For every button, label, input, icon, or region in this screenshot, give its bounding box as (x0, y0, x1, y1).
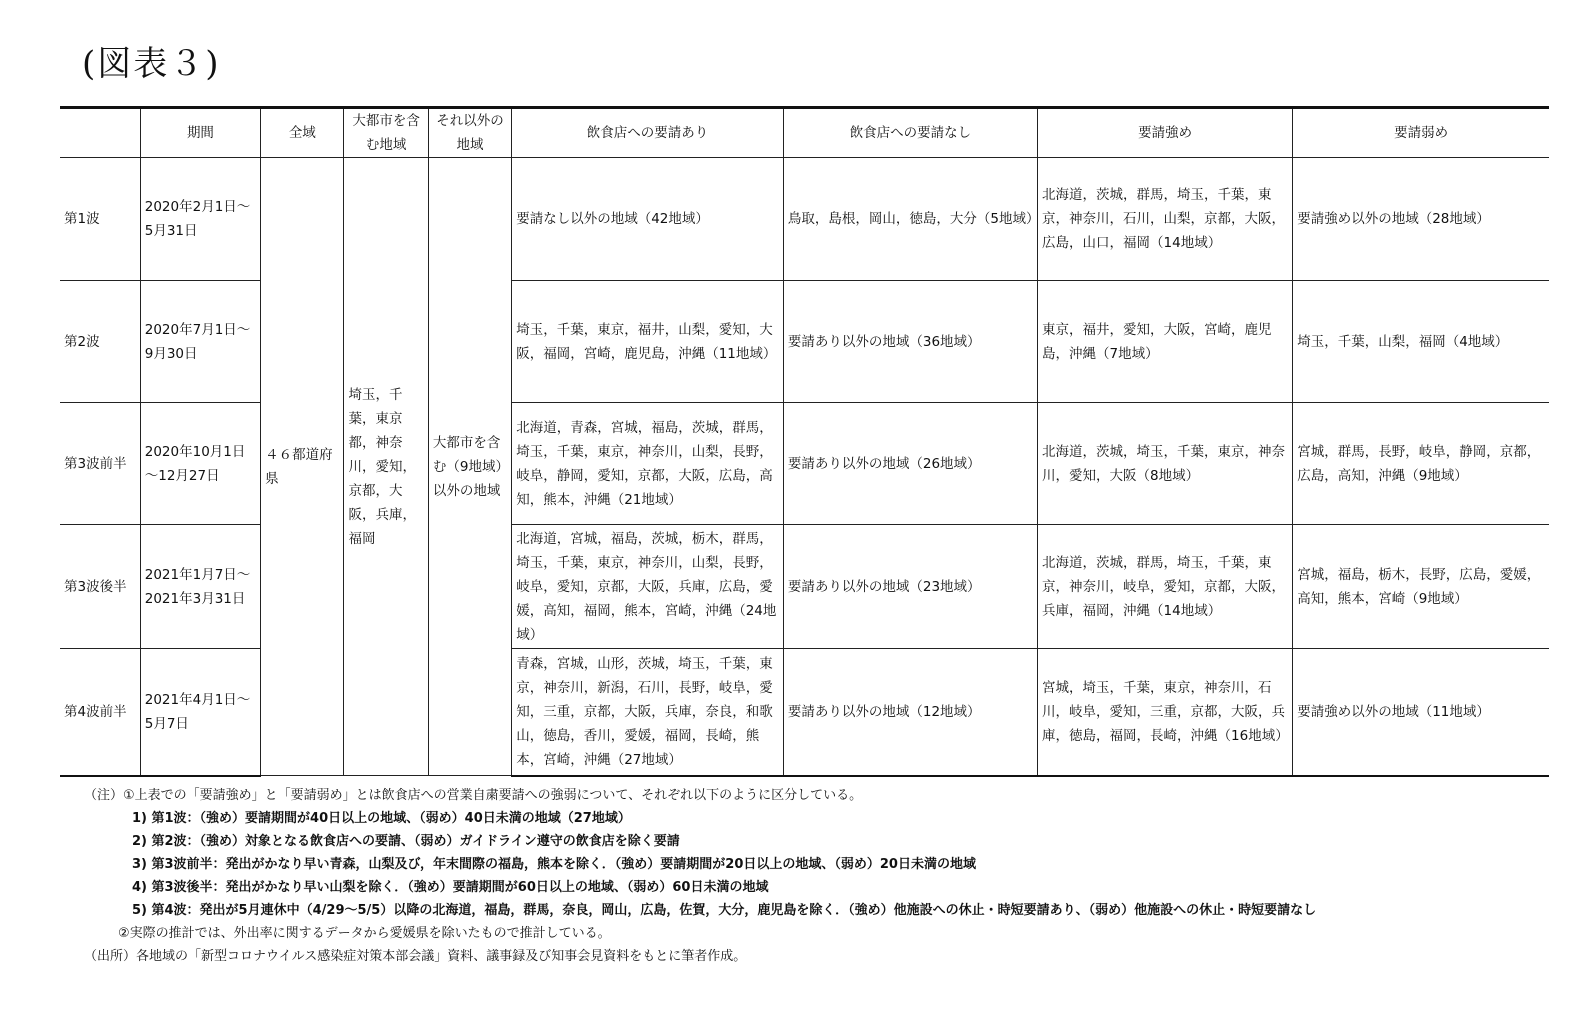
header-other-area: それ以外の地域 (428, 108, 511, 158)
header-row (60, 108, 1549, 158)
with-request-cell: 埼玉，千葉，東京，福井，山梨，愛知，大阪，福岡，宮崎，鹿児島，沖縄（11地域） (512, 281, 784, 403)
period-cell: 2021年1月7日～2021年3月31日 (140, 525, 260, 649)
period-cell: 2020年7月1日～9月30日 (140, 281, 260, 403)
no-request-cell: 要請あり以外の地域（23地域） (783, 525, 1037, 649)
notes-block (84, 784, 1316, 968)
strong-cell: 北海道，茨城，群馬，埼玉，千葉，東京，神奈川，岐阜，愛知，京都，大阪，兵庫，福岡，沖縄（14地域） (1038, 525, 1293, 649)
header-major-city: 大都市を含む地域 (344, 108, 428, 158)
note-item: 4) 第3波後半：発出がかなり早い山梨を除く．（強め）要請期間が60日以上の地域、（弱め）60日未満の地域 (132, 880, 769, 895)
wave-cell: 第1波 (60, 158, 140, 281)
with-request-cell: 北海道，宮城，福島，茨城，栃木，群馬，埼玉，千葉，東京，神奈川，山梨，長野，岐阜，愛知，京都，大阪，兵庫，広島，愛媛，高知，福岡，熊本，宮崎，沖縄（24地域） (512, 525, 784, 649)
wave-cell: 第2波 (60, 281, 140, 403)
header-with-request: 飲食店への要請あり (512, 108, 784, 158)
no-request-cell: 要請あり以外の地域（26地域） (783, 403, 1037, 525)
strong-cell: 宮城，埼玉，千葉，東京，神奈川，石川，岐阜，愛知，三重，京都，大阪，兵庫，徳島，福岡，長崎，沖縄（16地域） (1038, 649, 1293, 776)
period-cell: 2021年4月1日～5月7日 (140, 649, 260, 776)
header-period: 期間 (140, 108, 260, 158)
table-row (60, 158, 1549, 281)
note-item: 3) 第3波前半：発出がかなり早い青森，山梨及び，年末間際の福島，熊本を除く．（強め）要請期間が20日以上の地域、（弱め）20日未満の地域 (132, 857, 976, 872)
wave-cell: 第4波前半 (60, 649, 140, 776)
note-second: ②実際の推計では、外出率に関するデータから愛媛県を除いたもので推計している。 (118, 926, 611, 941)
request-region-table (60, 106, 1549, 777)
no-request-cell: 要請あり以外の地域（12地域） (783, 649, 1037, 776)
all-area-cell: ４６都道府県 (261, 158, 344, 776)
weak-cell: 要請強め以外の地域（11地域） (1293, 649, 1549, 776)
note-item: 5) 第4波：発出が5月連休中（4/29～5/5）以降の北海道，福島，群馬，奈良，岡山，広島，佐賀，大分，鹿児島を除く．（強め）他施設への休止・時短要請あり、（弱め）他施設への休止・時短要請なし (132, 903, 1317, 918)
with-request-cell: 要請なし以外の地域（42地域） (512, 158, 784, 281)
period-cell: 2020年2月1日～5月31日 (140, 158, 260, 281)
note-item: 2) 第2波：（強め）対象となる飲食店への要請、（弱め）ガイドライン遵守の飲食店を除く要請 (132, 834, 680, 849)
strong-cell: 東京，福井，愛知，大阪，宮崎，鹿児島，沖縄（7地域） (1038, 281, 1293, 403)
wave-cell: 第3波前半 (60, 403, 140, 525)
weak-cell: 埼玉，千葉，山梨，福岡（4地域） (1293, 281, 1549, 403)
no-request-cell: 要請あり以外の地域（36地域） (783, 281, 1037, 403)
header-weak: 要請弱め (1293, 108, 1549, 158)
weak-cell: 宮城，群馬，長野，岐阜，静岡，京都，広島，高知，沖縄（9地域） (1293, 403, 1549, 525)
header-strong: 要請強め (1038, 108, 1293, 158)
other-area-cell: 大都市を含む（9地域）以外の地域 (428, 158, 511, 776)
figure-title: (図表３) (82, 44, 221, 84)
weak-cell: 宮城，福島，栃木，長野，広島，愛媛，高知，熊本，宮崎（9地域） (1293, 525, 1549, 649)
major-city-cell: 埼玉，千葉，東京都，神奈川，愛知，京都，大阪，兵庫，福岡 (344, 158, 428, 776)
header-empty (60, 108, 140, 158)
strong-cell: 北海道，茨城，埼玉，千葉，東京，神奈川，愛知，大阪（8地域） (1038, 403, 1293, 525)
weak-cell: 要請強め以外の地域（28地域） (1293, 158, 1549, 281)
note-item: 1) 第1波：（強め）要請期間が40日以上の地域、（弱め）40日未満の地域（27地域） (132, 811, 631, 826)
source-note: （出所）各地域の「新型コロナウイルス感染症対策本部会議」資料、議事録及び知事会見資料をもとに筆者作成。 (84, 949, 747, 964)
wave-cell: 第3波後半 (60, 525, 140, 649)
note-main: （注）①上表での「要請強め」と「要請弱め」とは飲食店への営業自粛要請への強弱について、それぞれ以下のように区分している。 (84, 788, 863, 803)
with-request-cell: 青森，宮城，山形，茨城，埼玉，千葉，東京，神奈川，新潟，石川，長野，岐阜，愛知，三重，京都，大阪，兵庫，奈良，和歌山，徳島，香川，愛媛，福岡，長崎，熊本，宮崎，沖縄（27地域） (512, 649, 784, 776)
no-request-cell: 鳥取，島根，岡山，徳島，大分（5地域） (783, 158, 1037, 281)
with-request-cell: 北海道，青森，宮城，福島，茨城，群馬，埼玉，千葉，東京，神奈川，山梨，長野，岐阜，静岡，愛知，京都，大阪，広島，高知，熊本，沖縄（21地域） (512, 403, 784, 525)
period-cell: 2020年10月1日～12月27日 (140, 403, 260, 525)
header-no-request: 飲食店への要請なし (783, 108, 1037, 158)
header-all-area: 全域 (261, 108, 344, 158)
strong-cell: 北海道，茨城，群馬，埼玉，千葉，東京，神奈川，石川，山梨，京都，大阪，広島，山口，福岡（14地域） (1038, 158, 1293, 281)
